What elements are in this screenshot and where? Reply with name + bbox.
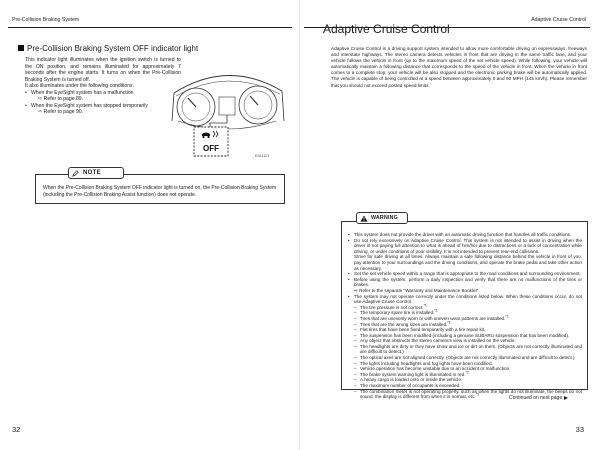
condition-item: – The maximum number of occupants is exceeded. xyxy=(354,383,461,389)
warning-text: Do not rely excessively on Adaptive Cruise Control. This system is not intended to assist in driving when the driver is not paying full attention to what is ahead of him/her due to distractions or a lack of concentration while driving, or under conditions of poor visibility. It is not intended to prevent rear-end collisions. xyxy=(354,237,582,254)
condition-item: – Flat tires that have been fixed temporarily with a tire repair kit. xyxy=(354,327,486,333)
intro-paragraph: Adaptive Cruise Control is a driving support system intended to allow more comfortable driving on expressways, freeways and interstate highways. The stereo camera detects vehicles in front that are driving in the same traffic lane, and your vehicle follows the vehicle in front (up to the maximum speed of the set vehicle speed). While following, your vehicle will automatically maintain a following distance that corresponds to the speed of the vehicle in front. When the vehicle in front comes to a complete stop, your vehicle will be also stopped and the electronic parking brake will be automatically applied. The vehicle is capable of being controlled at a speed between approximately 0 and 90 MPH (145 km/h). Please remember that you should not exceed posted speed limits. xyxy=(331,46,587,88)
indicator-paragraph-2: It also illuminates under the following conditions. xyxy=(25,83,135,89)
condition-item: – Tires that are the wrong sizes are installed.$^{*1}$ xyxy=(354,319,451,327)
running-head-left: Pre-Collision Braking System xyxy=(12,17,80,23)
bullet-icon: • xyxy=(25,89,27,96)
warning-triangle-icon xyxy=(360,215,368,222)
condition-mark: *2 xyxy=(465,370,469,375)
page-number-right: 33 xyxy=(575,425,584,434)
warning-text: This system does not provide the driver with an automatic driving function that handles all traffic conditions. xyxy=(354,232,572,237)
warning-subtext: Strive for safe driving at all times. Always maintain a safe following distance behind the vehicle in front of you, pay attention to your surroundings and the driving conditions, and operate the brake pedal and take other action as necessary. xyxy=(354,254,582,271)
bullet-icon: • xyxy=(348,237,350,243)
warning-reference: ⇨ Refer to the separate "Warranty and Maintenance Booklet". xyxy=(354,287,480,293)
condition-mark: *1 xyxy=(434,308,438,313)
page-reference: ⇨ Refer to page 89. xyxy=(38,96,84,102)
warning-list xyxy=(348,232,582,400)
condition-text: The suspension has been modified (including a genuine SUBARU suspension that has been modified). xyxy=(360,332,570,338)
condition-text: Any object that obstructs the stereo camera's view is installed on the vehicle. xyxy=(360,338,516,344)
arrow-right-icon xyxy=(564,396,568,400)
warning-header xyxy=(356,212,408,224)
warning-text: Before using the system, perform a daily inspection and verify that there are no malfunctions of the tires or brakes. xyxy=(354,276,582,288)
warning-item xyxy=(348,277,582,294)
note-label: NOTE xyxy=(83,170,101,176)
condition-item: – The temporary spare tire is installed.$^{*1}$ xyxy=(354,308,438,316)
condition-mark: *1 xyxy=(505,314,509,319)
condition-text: The lights including headlights and fog lights have been modified. xyxy=(360,360,493,366)
condition-text: The maximum number of occupants is exceeded. xyxy=(360,383,461,389)
bullet-icon: • xyxy=(25,102,27,109)
condition-text: The tire pressure is not correct. xyxy=(360,304,424,310)
note-pencil-icon xyxy=(72,170,79,177)
condition-text: The optical axes are not aligned correctly. (Objects are not correctly illuminated and are difficult to detect.) xyxy=(360,355,575,361)
condition-mark: *1 xyxy=(447,319,451,324)
warning-item xyxy=(348,238,582,272)
running-head-right: Adaptive Cruise Control xyxy=(531,17,586,23)
condition-mark: *3 xyxy=(475,392,479,397)
bullet-icon: • xyxy=(348,232,350,237)
warning-item xyxy=(348,294,582,400)
figure-code: ES11121 xyxy=(255,154,270,158)
condition-item: – The tire pressure is not correct.$^{*1}$ xyxy=(354,303,427,310)
list-item xyxy=(25,103,181,116)
cluster-illustration xyxy=(172,75,284,129)
bullet-icon: • xyxy=(348,293,350,299)
page-reference: ⇨ Refer to page 90. xyxy=(38,109,84,115)
section-title-text: Pre-Collision Braking System OFF indicator light xyxy=(27,44,199,53)
condition-item: – The combination meter is not operating properly, such as when the lights do not illuminate, the beeps do not sound, the display is different from when it is normal, etc.$^{*3}$ xyxy=(354,388,582,400)
condition-item: – The suspension has been modified (including a genuine SUBARU suspension that has been modified). xyxy=(354,332,570,338)
condition-text: The combination meter is not operating properly, such as when the lights do not illuminate, the beeps do not sound, the display is different from when it is normal, etc. xyxy=(360,388,582,400)
condition-item: – The lights including headlights and fog lights have been modified. xyxy=(354,360,493,366)
header-rule-left xyxy=(8,27,292,28)
condition-text: A heavy cargo is loaded onto or inside the vehicle. xyxy=(360,377,463,383)
condition-text: Tires that are unevenly worn or with uneven wear patterns are installed. xyxy=(360,315,506,321)
list-item-text: When the EyeSight system has a malfunction xyxy=(31,89,134,96)
condition-text: Flat tires that have been fixed temporarily with a tire repair kit. xyxy=(360,327,486,333)
condition-item: – The headlights are dirty or they have snow and ice or dirt on them. (Objects are not correctly illuminated and are difficult to detect.) xyxy=(354,343,582,355)
condition-text: The brake system warning light is illuminated in red. xyxy=(360,371,466,377)
indicator-off-text: OFF xyxy=(203,144,219,153)
condition-text: The headlights are dirty or they have snow and ice or dirt on them. (Objects are not correctly illuminated and are difficult to detect.) xyxy=(360,343,582,355)
page-number-left: 32 xyxy=(12,425,21,434)
condition-mark: *1 xyxy=(423,303,427,308)
warning-label: WARNING xyxy=(371,215,398,221)
note-header xyxy=(68,167,124,179)
note-text: When the Pre-Collision Braking System OFF indicator light is turned on, the Pre-Collision Braking System (including the Pre-Collision Braking Assist function) does not operate. xyxy=(43,185,277,198)
condition-item: – Tires that are unevenly worn or with uneven wear patterns are installed.$^{*1}$ xyxy=(354,314,509,321)
section-title xyxy=(18,44,198,53)
condition-item: – The optical axes are not aligned correctly. (Objects are not correctly illuminated and are difficult to detect.) xyxy=(354,355,575,361)
condition-item: – The brake system warning light is illuminated in red.$^{*2}$ xyxy=(354,370,469,377)
condition-text: The temporary spare tire is installed. xyxy=(360,310,435,316)
warning-text: The system may not operate correctly under the conditions listed below. When these conditions occur, do not use Adaptive Cruise Control. xyxy=(354,293,582,305)
indicator-description xyxy=(25,57,181,116)
list-item-text: When the EyeSight system has stopped temporarily xyxy=(31,102,148,109)
bullet-icon: • xyxy=(348,276,350,282)
indicator-conditions-list xyxy=(25,90,181,116)
continued-text: Continued on next page xyxy=(509,395,563,401)
instrument-cluster-figure xyxy=(172,63,284,158)
section-square-icon xyxy=(18,45,24,51)
continued-note xyxy=(509,395,568,401)
list-item xyxy=(25,90,181,103)
bullet-icon: • xyxy=(348,271,350,277)
condition-text: Vehicle operation has become unstable due to an accident or malfunction. xyxy=(360,366,511,372)
page-title: Adaptive Cruise Control xyxy=(323,22,450,36)
condition-item: – Any object that obstructs the stereo camera's view is installed on the vehicle. xyxy=(354,338,516,344)
indicator-paragraph: This indicator light illuminates when the ignition switch is turned to the ON position, and remains illuminated for approximately 7 seconds after the engine starts. It turns on when the Pre-Collision Braking System is turned off. xyxy=(25,57,181,83)
condition-item: – Vehicle operation has become unstable due to an accident or malfunction. xyxy=(354,366,511,372)
condition-list xyxy=(354,305,582,400)
condition-text: Tires that are the wrong sizes are installed. xyxy=(360,321,448,327)
warning-text: Set the set vehicle speed within a range that is appropriate to the road conditions and surrounding environment. xyxy=(354,271,581,277)
condition-item: – A heavy cargo is loaded onto or inside the vehicle. xyxy=(354,377,463,383)
